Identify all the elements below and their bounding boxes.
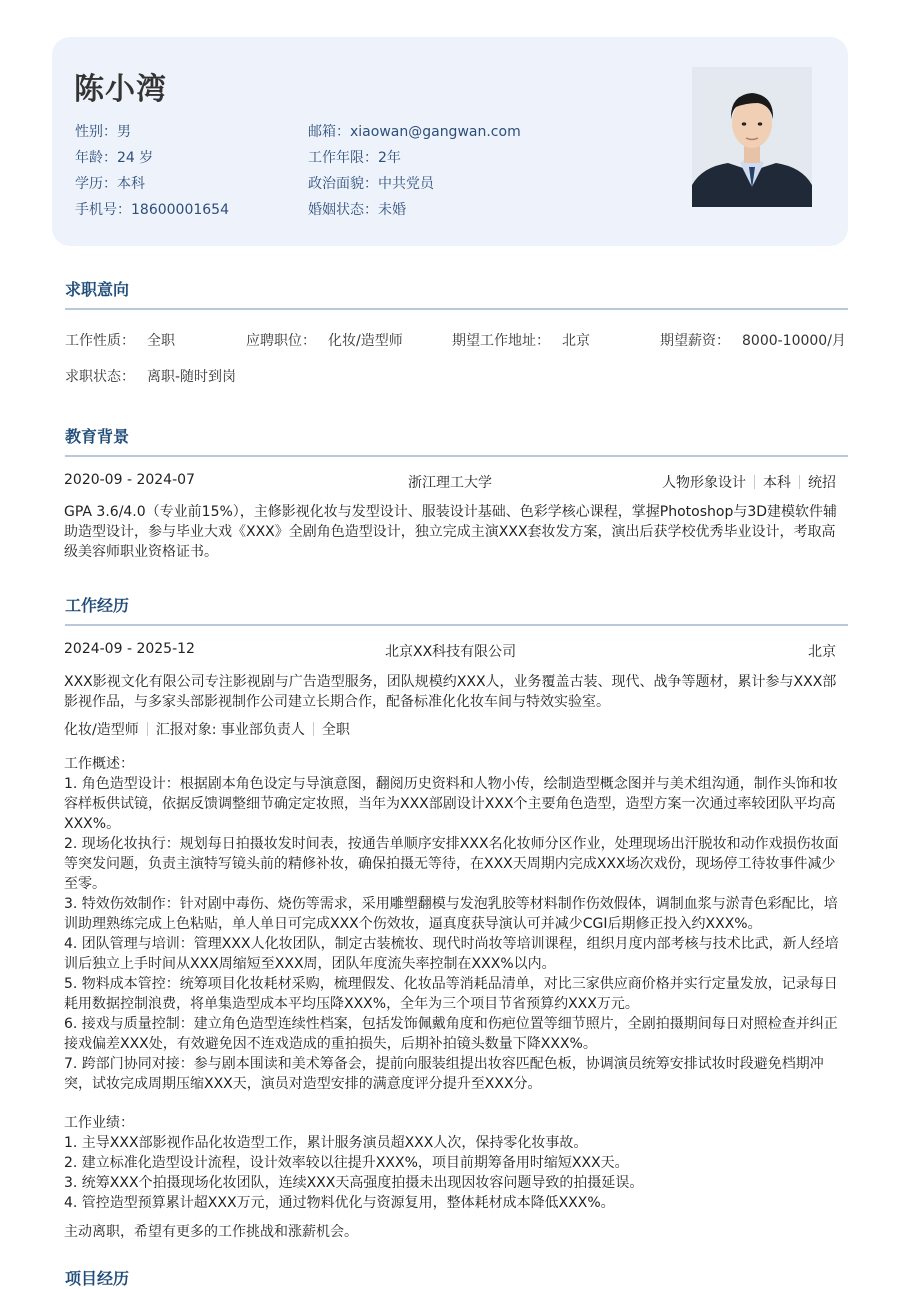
section-divider	[65, 624, 848, 626]
info-gender	[75, 121, 131, 141]
kv-label: 期望工作地址：	[452, 333, 550, 349]
info-label: 性别：	[75, 124, 117, 140]
work-achievement-item: 2. 建立标准化造型设计流程，设计效率较以往提升XXX%，项目前期筹备用时缩短XXX天。	[64, 1155, 629, 1171]
section-title-job-intention: 求职意向	[65, 280, 130, 299]
profile-photo	[692, 67, 812, 207]
info-age	[75, 147, 153, 167]
separator	[754, 475, 755, 489]
education-major: 人物形象设计	[662, 475, 746, 491]
work-overview-item: 7. 跨部门协同对接：参与剧本围读和美术筹备会，提前向服装组提出妆容匹配色板，协调演员统筹安排试妆时段避免档期冲突，试妆完成周期压缩XXX天，演员对造型安排的满意度评分提升至XXX分。	[64, 1056, 824, 1092]
work-city: 北京	[808, 644, 836, 660]
kv-value: 8000-10000/月	[742, 333, 846, 349]
kv-value: 化妆/造型师	[328, 333, 403, 349]
kv-label: 期望薪资：	[660, 333, 730, 349]
info-value: xiaowan@gangwan.com	[350, 124, 521, 140]
work-overview-item: 3. 特效伤效制作：针对剧中毒伤、烧伤等需求，采用雕塑翻模与发泡乳胶等材料制作伤效假体，调制血浆与淤青色彩配比，培训助理熟练完成上色粘贴，单人单日可完成XXX个伤效妆，逼真度获导演认可并减少CGI后期修正投入约XXX%。	[64, 896, 838, 932]
info-political	[308, 173, 434, 193]
work-overview-item: 4. 团队管理与培训：管理XXX人化妆团队，制定古装梳妆、现代时尚妆等培训课程，组织月度内部考核与技术比武，新人经培训后独立上手时间从XXX周缩短至XXX周，团队年度流失率控制在XXX%以内。	[64, 936, 839, 972]
info-education	[75, 173, 145, 193]
education-mode: 统招	[808, 475, 836, 491]
info-value: 男	[117, 124, 131, 140]
work-leave-reason: 主动离职，希望有更多的工作挑战和涨薪机会。	[64, 1224, 358, 1240]
info-value: 未婚	[378, 202, 406, 218]
work-overview-item: 5. 物料成本管控：统筹项目化妆耗材采购，梳理假发、化妆品等消耗品清单，对比三家供应商价格并实行定量发放，记录每日耗用数据控制浪费，将单集造型成本平均压降XXX%，全年为三个项目节省预算约XXX万元。	[64, 976, 838, 1012]
work-report-to: 汇报对象: 事业部负责人	[155, 722, 305, 738]
work-achievement-item: 1. 主导XXX部影视作品化妆造型工作，累计服务演员超XXX人次，保持零化妆事故。	[64, 1135, 588, 1151]
job-status	[65, 366, 236, 386]
info-label: 学历：	[75, 176, 117, 192]
profile-card	[52, 37, 848, 246]
info-value: 本科	[117, 176, 145, 192]
section-title-project: 项目经历	[65, 1269, 130, 1288]
work-overview-item: 2. 现场化妆执行：规划每日拍摄妆发时间表，按通告单顺序安排XXX名化妆师分区作业，处理现场出汗脱妆和动作戏损伤妆面等突发问题，负责主演特写镜头前的精修补妆，确保拍摄无等待，在XXX天周期内完成XXX场次戏份，现场停工待妆事件减少至零。	[64, 836, 839, 892]
info-phone	[75, 199, 229, 219]
job-salary	[660, 330, 846, 350]
work-company: 北京XX科技有限公司	[385, 644, 517, 660]
info-value: 24 岁	[117, 150, 154, 166]
info-label: 手机号：	[75, 202, 131, 218]
work-achievements-title: 工作业绩：	[64, 1115, 134, 1131]
education-date: 2020-09 - 2024-07	[64, 472, 195, 488]
info-work-years	[308, 147, 401, 167]
info-value: 中共党员	[378, 176, 434, 192]
work-achievement-item: 4. 管控造型预算累计超XXX万元，通过物料优化与资源复用，整体耗材成本降低XXX%。	[64, 1195, 615, 1211]
work-achievement-item: 3. 统筹XXX个拍摄现场化妆团队，连续XXX天高强度拍摄未出现因妆容问题导致的拍摄延误。	[64, 1175, 644, 1191]
education-degree: 本科	[763, 475, 791, 491]
info-email	[308, 121, 521, 141]
info-label: 邮箱：	[308, 124, 350, 140]
job-position	[246, 330, 403, 350]
kv-value: 离职-随时到岗	[147, 369, 237, 385]
work-role-meta	[64, 719, 350, 739]
kv-label: 应聘职位：	[246, 333, 316, 349]
job-location	[452, 330, 590, 350]
kv-value: 全职	[147, 333, 175, 349]
section-divider	[65, 455, 848, 457]
education-description: GPA 3.6/4.0（专业前15%），主修影视化妆与发型设计、服装设计基础、色彩学核心课程，掌握Photoshop与3D建模软件辅助造型设计，参与毕业大戏《XXX》全剧角色造型设计，独立完成主演XXX套妆发方案，演出后获学校优秀毕业设计，考取高级美容师职业资格证书。	[64, 504, 838, 560]
section-divider	[65, 308, 848, 310]
work-role: 化妆/造型师	[64, 722, 139, 738]
kv-label: 求职状态：	[65, 369, 135, 385]
info-marital	[308, 199, 406, 219]
kv-value: 北京	[562, 333, 590, 349]
info-label: 婚姻状态：	[308, 202, 378, 218]
separator	[799, 475, 800, 489]
info-value: 18600001654	[131, 202, 229, 218]
kv-label: 工作性质：	[65, 333, 135, 349]
job-type	[65, 330, 175, 350]
work-overview-title: 工作概述：	[64, 756, 134, 772]
separator	[147, 722, 148, 736]
info-label: 工作年限：	[308, 150, 378, 166]
education-school: 浙江理工大学	[408, 475, 492, 491]
separator	[313, 722, 314, 736]
education-meta	[662, 472, 836, 492]
info-label: 年龄：	[75, 150, 117, 166]
info-label: 政治面貌：	[308, 176, 378, 192]
company-intro: XXX影视文化有限公司专注影视剧与广告造型服务，团队规模约XXX人，业务覆盖古装、现代、战争等题材，累计参与XXX部影视作品，与多家头部影视制作公司建立长期合作，配备标准化化妆车间与特效实验室。	[64, 674, 837, 710]
avatar-icon	[692, 67, 812, 207]
section-title-work: 工作经历	[65, 596, 130, 615]
work-overview-item: 6. 接戏与质量控制：建立角色造型连续性档案，包括发饰佩戴角度和伤疤位置等细节照片，全剧拍摄期间每日对照检查并纠正接戏偏差XXX处，有效避免因不连戏造成的重拍损失，后期补拍镜头数量下降XXX%。	[64, 1016, 838, 1052]
candidate-name: 陈小湾	[74, 72, 167, 107]
section-title-education: 教育背景	[65, 427, 130, 446]
work-type: 全职	[321, 722, 350, 738]
work-overview-item: 1. 角色造型设计：根据剧本角色设定与导演意图，翻阅历史资料和人物小传，绘制造型概念图并与美术组沟通，制作头饰和妆容样板供试镜，依据反馈调整细节确定定妆照，当年为XXX部剧设计XXX个主要角色造型，造型方案一次通过率较团队平均高XXX%。	[64, 776, 838, 832]
info-value: 2年	[378, 150, 401, 166]
work-date: 2024-09 - 2025-12	[64, 641, 195, 657]
